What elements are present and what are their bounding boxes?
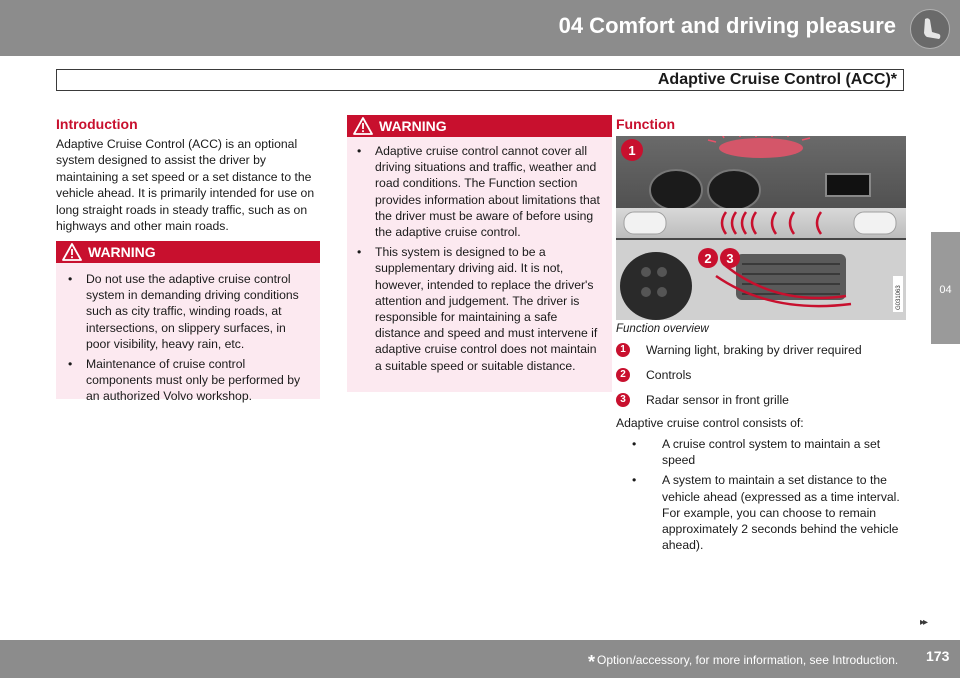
section-title: Adaptive Cruise Control (ACC)* bbox=[657, 71, 897, 88]
bullet: • bbox=[357, 245, 362, 260]
callout-2: 2 bbox=[704, 251, 712, 266]
consists-intro: Adaptive cruise control consists of: bbox=[616, 416, 804, 430]
seat-icon bbox=[910, 9, 950, 49]
chapter-header-bar bbox=[0, 0, 960, 56]
footer-bar bbox=[0, 640, 960, 678]
page-number: 173 bbox=[926, 648, 950, 664]
function-overview-image bbox=[616, 136, 906, 320]
list-item bbox=[68, 356, 312, 405]
introduction-text: Adaptive Cruise Control (ACC) is an optional system designed to assist the driver by maintaining a set speed or a set distance to the vehicle ahead. It is primarily intended for use on long straight roads in steady traffic, such as on highways and other main roads. bbox=[56, 137, 315, 234]
bullet: • bbox=[68, 272, 73, 286]
warning-header bbox=[347, 115, 612, 137]
list-item-text: Do not use the adaptive cruise control system in demanding driving conditions such as city traffic, winding roads, at intersections, on slippery surfaces, in poor visibility, heavy rain, etc. bbox=[86, 272, 299, 351]
warning-list bbox=[68, 271, 312, 409]
legend-number-badge: 3 bbox=[616, 393, 630, 407]
warning-header bbox=[56, 241, 320, 263]
introduction-heading: Introduction bbox=[56, 116, 138, 132]
section-header-bar bbox=[56, 69, 904, 91]
consists-list bbox=[616, 436, 908, 557]
footnote-text: Option/accessory, for more information, see Introduction. bbox=[597, 653, 899, 667]
image-code: G031063 bbox=[896, 285, 902, 310]
callout-3: 3 bbox=[726, 251, 734, 266]
list-item-text: Maintenance of cruise control components must only be performed by an authorized Volvo workshop. bbox=[86, 357, 301, 404]
warning-box-left bbox=[56, 241, 320, 404]
legend-text: Warning light, braking by driver required bbox=[646, 343, 862, 357]
callout-1: 1 bbox=[628, 143, 636, 158]
warning-label: WARNING bbox=[379, 118, 447, 134]
function-illustration bbox=[616, 136, 906, 320]
list-item bbox=[68, 271, 312, 352]
legend-number-badge: 1 bbox=[616, 343, 630, 357]
chapter-title: 04 Comfort and driving pleasure bbox=[558, 13, 896, 38]
footnote-star: * bbox=[588, 652, 596, 672]
bullet: • bbox=[68, 357, 73, 372]
warning-triangle-icon bbox=[62, 243, 82, 261]
warning-list bbox=[357, 143, 604, 378]
legend-text: Radar sensor in front grille bbox=[646, 393, 789, 407]
bullet: • bbox=[632, 473, 637, 488]
function-caption: Function overview bbox=[616, 323, 709, 335]
list-item-text: A cruise control system to maintain a set speed bbox=[662, 437, 881, 468]
legend-number-badge: 2 bbox=[616, 368, 630, 382]
list-item bbox=[616, 472, 908, 553]
list-item-text: Adaptive cruise control cannot cover all driving situations and traffic, weather and road conditions. The Function section provides information about limitations that the driver must be aware of before using the adaptive cruise control. bbox=[375, 144, 600, 240]
bullet: • bbox=[632, 437, 637, 451]
list-item-text: A system to maintain a set distance to the vehicle ahead (expressed as a time interval. For example, you can choose to remain approximately 2 seconds behind the vehicle ahead). bbox=[662, 473, 900, 553]
list-item-text: This system is designed to be a supplementary driving aid. It is not, however, intended to replace the driver's attention and judgement. The driver is responsible for maintaining a safe distance and speed and must intervene if adaptive cruise control does not maintain a suitable speed or suitable distance. bbox=[375, 245, 598, 373]
warning-triangle-icon bbox=[353, 117, 373, 135]
function-heading: Function bbox=[616, 116, 676, 132]
side-tab-label: 04 bbox=[939, 284, 952, 296]
chapter-side-tab[interactable] bbox=[931, 232, 960, 344]
footnote bbox=[588, 652, 898, 673]
warning-label: WARNING bbox=[88, 244, 156, 260]
list-item bbox=[357, 143, 604, 240]
warning-box-middle bbox=[347, 115, 612, 392]
list-item bbox=[616, 436, 908, 468]
next-page-arrows-icon[interactable]: ▸▸ bbox=[920, 617, 927, 628]
list-item bbox=[357, 244, 604, 374]
bullet: • bbox=[357, 144, 362, 158]
legend-text: Controls bbox=[646, 368, 692, 382]
